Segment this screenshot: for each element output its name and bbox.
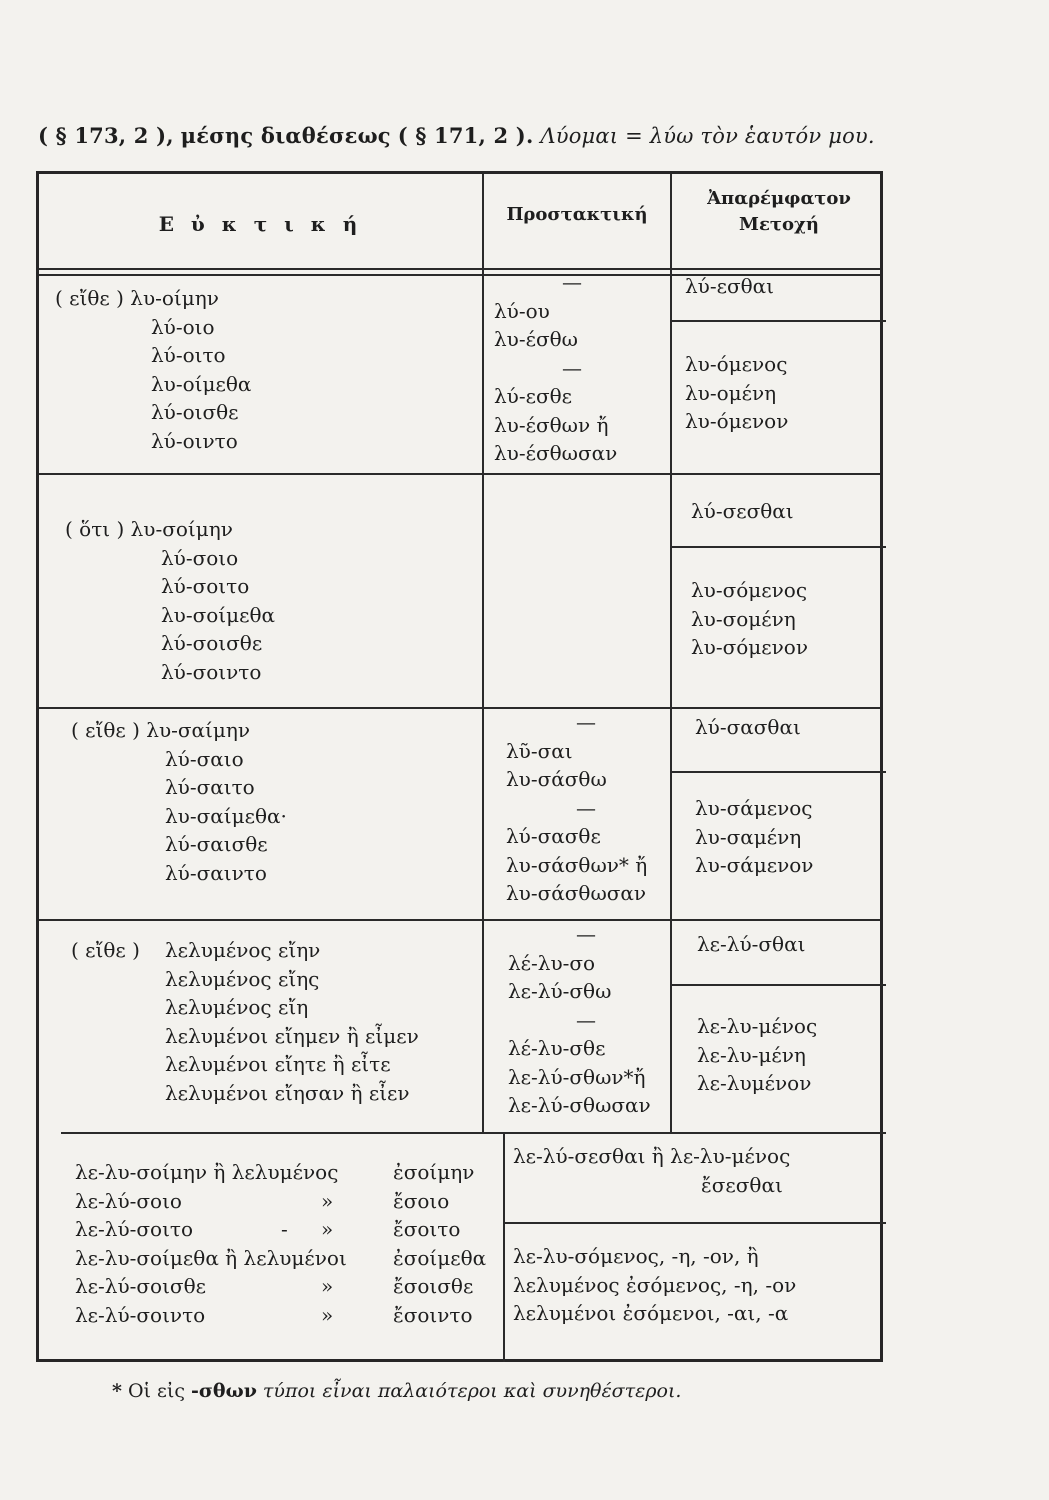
form: λυ-όμενον xyxy=(685,409,789,433)
form: λύ-οιντο xyxy=(151,428,238,453)
form: λυ-σόμενον xyxy=(691,635,809,659)
stray-mark: - xyxy=(281,1217,288,1241)
form: λελυμένοι ἐσόμενοι, -αι, -α xyxy=(513,1301,789,1325)
form-row xyxy=(75,1215,461,1244)
form: λε-λύ-σοιο xyxy=(75,1188,182,1213)
form: λυ-όμενος xyxy=(685,352,788,376)
fp-rule xyxy=(503,1222,886,1224)
ptc-rule-4 xyxy=(670,984,886,986)
form: λέ-λυ-σθε xyxy=(508,1036,606,1060)
form: λυ-σόμενος xyxy=(691,578,808,602)
form: λύ-σαιντο xyxy=(165,860,267,885)
form: — xyxy=(576,922,596,946)
form: — xyxy=(576,710,596,734)
present-participle xyxy=(685,350,788,436)
form: λυ-ομένη xyxy=(685,380,777,405)
form-row xyxy=(75,1244,487,1273)
form: λυ-σάσθων* ἤ xyxy=(506,852,648,877)
footnote-ending: -σθων xyxy=(191,1380,257,1402)
form-row xyxy=(75,1158,475,1187)
col-rule-2 xyxy=(670,174,672,1132)
form: λελυμένοι εἴησαν ἢ εἶεν xyxy=(165,1080,410,1105)
form: λε-λύ-σοιντο xyxy=(75,1302,206,1327)
form: ( εἴθε ) λυ-οίμην xyxy=(55,286,219,310)
present-imperative xyxy=(494,268,617,468)
form: λύ-οιο xyxy=(151,314,215,339)
form: λῦ-σαι xyxy=(506,738,573,763)
future-perfect-optative xyxy=(75,1158,487,1329)
form: λε-λυ-σοίμην ἢ λελυμένος xyxy=(75,1160,339,1184)
form: λε-λύ-σθωσαν xyxy=(508,1093,651,1117)
form: — xyxy=(576,1007,596,1032)
form: λελυμένοι εἴητε ἢ εἶτε xyxy=(165,1052,391,1076)
footnote-text-end: τύποι εἶναι παλαιότεροι καὶ συνηθέστεροι. xyxy=(262,1380,682,1402)
ptc-rule-3 xyxy=(670,771,886,773)
header-optative: Ε ὐ κ τ ι κ ή xyxy=(158,212,363,236)
row-rule-4 xyxy=(61,1132,886,1134)
perfect-imperative xyxy=(508,920,651,1120)
form: λε-λύ-σθων*ἤ xyxy=(508,1064,646,1089)
form: ἔσοιο xyxy=(393,1188,450,1213)
form: λελυμένος εἴη xyxy=(165,995,309,1019)
form: ( ὅτι ) λυ-σοίμην xyxy=(65,517,233,541)
form-row xyxy=(75,1301,473,1330)
perfect-optative-prefix: ( εἴθε ) xyxy=(71,938,140,962)
present-infinitive: λύ-εσθαι xyxy=(685,274,774,298)
form: λυ-σάσθωσαν xyxy=(506,881,647,905)
form: λυ-σομένη xyxy=(691,606,796,631)
form: λε-λυ-μένη xyxy=(697,1042,806,1067)
future-infinitive: λύ-σεσθαι xyxy=(691,499,794,523)
header-imperative: Προστακτική xyxy=(506,204,648,225)
form: λε-λύ-σεσθαι ἢ λε-λυ-μένος xyxy=(513,1144,791,1168)
form: λυ-έσθωσαν xyxy=(494,441,618,465)
header-ref-1: ( § 173, 2 ), xyxy=(38,123,174,148)
future-participle xyxy=(691,576,808,662)
form: λυ-σάμενον xyxy=(695,853,814,877)
form: λε-λύ-σοισθε xyxy=(75,1274,206,1298)
section-header xyxy=(38,123,875,148)
header-ref-2: ( § 171, 2 ). xyxy=(397,123,534,148)
form: λε-λυ-σόμενος, -η, -ον, ἢ xyxy=(513,1244,759,1268)
form: λυ-σάμενος xyxy=(695,796,813,820)
ditto-mark: » xyxy=(321,1302,334,1327)
perfect-optative xyxy=(165,936,419,1107)
form: λύ-σοισθε xyxy=(161,631,263,655)
present-optative xyxy=(55,284,251,455)
form: ἐσοίμην xyxy=(393,1160,475,1184)
row-rule-3 xyxy=(39,919,880,921)
form: λυ-σαμένη xyxy=(695,824,802,849)
form: ἔσοιντο xyxy=(393,1302,473,1327)
footnote-marker: * xyxy=(112,1380,122,1402)
col-rule-fp xyxy=(503,1132,505,1362)
form: λύ-οισθε xyxy=(151,400,239,424)
ditto-mark: » xyxy=(321,1274,334,1298)
aorist-participle xyxy=(695,794,813,880)
form: ἐσοίμεθα xyxy=(393,1245,487,1270)
ditto-mark: » xyxy=(321,1217,334,1241)
header-rule-a xyxy=(39,268,880,270)
form: λε-λύ-σοιτο xyxy=(75,1217,194,1241)
ptc-rule-2 xyxy=(670,546,886,548)
form: ἔσοιτο xyxy=(393,1217,461,1241)
header-participle: Μετοχή xyxy=(739,214,819,235)
form: λυ-σαίμεθα· xyxy=(165,803,287,828)
col-rule-1 xyxy=(482,174,484,1132)
future-optative xyxy=(65,515,275,686)
form: λύ-ου xyxy=(494,298,550,323)
form: λελυμένοι εἴημεν ἢ εἶμεν xyxy=(165,1023,419,1048)
form: ( εἴθε ) λυ-σαίμην xyxy=(71,718,251,742)
aorist-infinitive: λύ-σασθαι xyxy=(695,715,801,739)
header-example: Λύομαι = λύω τὸν ἑαυτόν μου. xyxy=(540,124,875,148)
form: λυ-σάσθω xyxy=(506,767,607,791)
form: λυ-έσθων ἤ xyxy=(494,412,609,437)
row-rule-2 xyxy=(39,707,880,709)
future-perfect-infinitive xyxy=(513,1142,790,1199)
form: λύ-σαισθε xyxy=(165,832,268,856)
form: λυ-σοίμεθα xyxy=(161,602,276,627)
form: λύ-σοιτο xyxy=(161,574,250,598)
form: λελυμένος εἴην xyxy=(165,938,321,962)
footnote xyxy=(112,1380,681,1402)
form-row xyxy=(75,1272,474,1301)
form: λύ-οιτο xyxy=(151,343,226,367)
row-rule-1 xyxy=(39,473,880,475)
perfect-participle xyxy=(697,1012,817,1098)
form: λε-λυ-σοίμεθα ἢ λελυμένοι xyxy=(75,1245,347,1270)
form: — xyxy=(562,355,582,380)
conjugation-table xyxy=(36,171,883,1362)
header-voice: μέσης διαθέσεως xyxy=(180,123,391,148)
form: λελυμένος ἐσόμενος, -η, -ον xyxy=(513,1272,797,1297)
form: λυ-έσθω xyxy=(494,327,578,351)
form: λύ-σασθε xyxy=(506,824,601,848)
aorist-imperative xyxy=(506,708,647,908)
form: λύ-σοιντο xyxy=(161,659,262,684)
future-perfect-participle xyxy=(513,1242,796,1328)
header-infinitive: Ἀπαρέμφατον xyxy=(707,188,851,209)
form: λύ-σοιο xyxy=(161,545,239,570)
form: λυ-οίμεθα xyxy=(151,371,252,396)
form: λε-λυμένον xyxy=(697,1071,812,1095)
ditto-mark: » xyxy=(321,1188,334,1213)
form: — xyxy=(562,270,582,294)
ptc-rule-1 xyxy=(670,320,886,322)
form: ἔσεσθαι xyxy=(701,1172,783,1197)
form: λέ-λυ-σο xyxy=(508,950,596,975)
form: λύ-σαιτο xyxy=(165,775,255,799)
perfect-infinitive: λε-λύ-σθαι xyxy=(697,932,806,956)
footnote-text-start: Οἱ εἰς xyxy=(127,1380,185,1402)
form: λύ-σαιο xyxy=(165,746,244,771)
aorist-optative xyxy=(71,716,287,887)
form: λελυμένος εἴης xyxy=(165,966,320,991)
form: λε-λύ-σθω xyxy=(508,979,612,1003)
form: ἔσοισθε xyxy=(393,1274,474,1298)
form: — xyxy=(576,795,596,820)
form-row xyxy=(75,1187,450,1216)
form: λύ-εσθε xyxy=(494,384,573,408)
form: λε-λυ-μένος xyxy=(697,1014,818,1038)
